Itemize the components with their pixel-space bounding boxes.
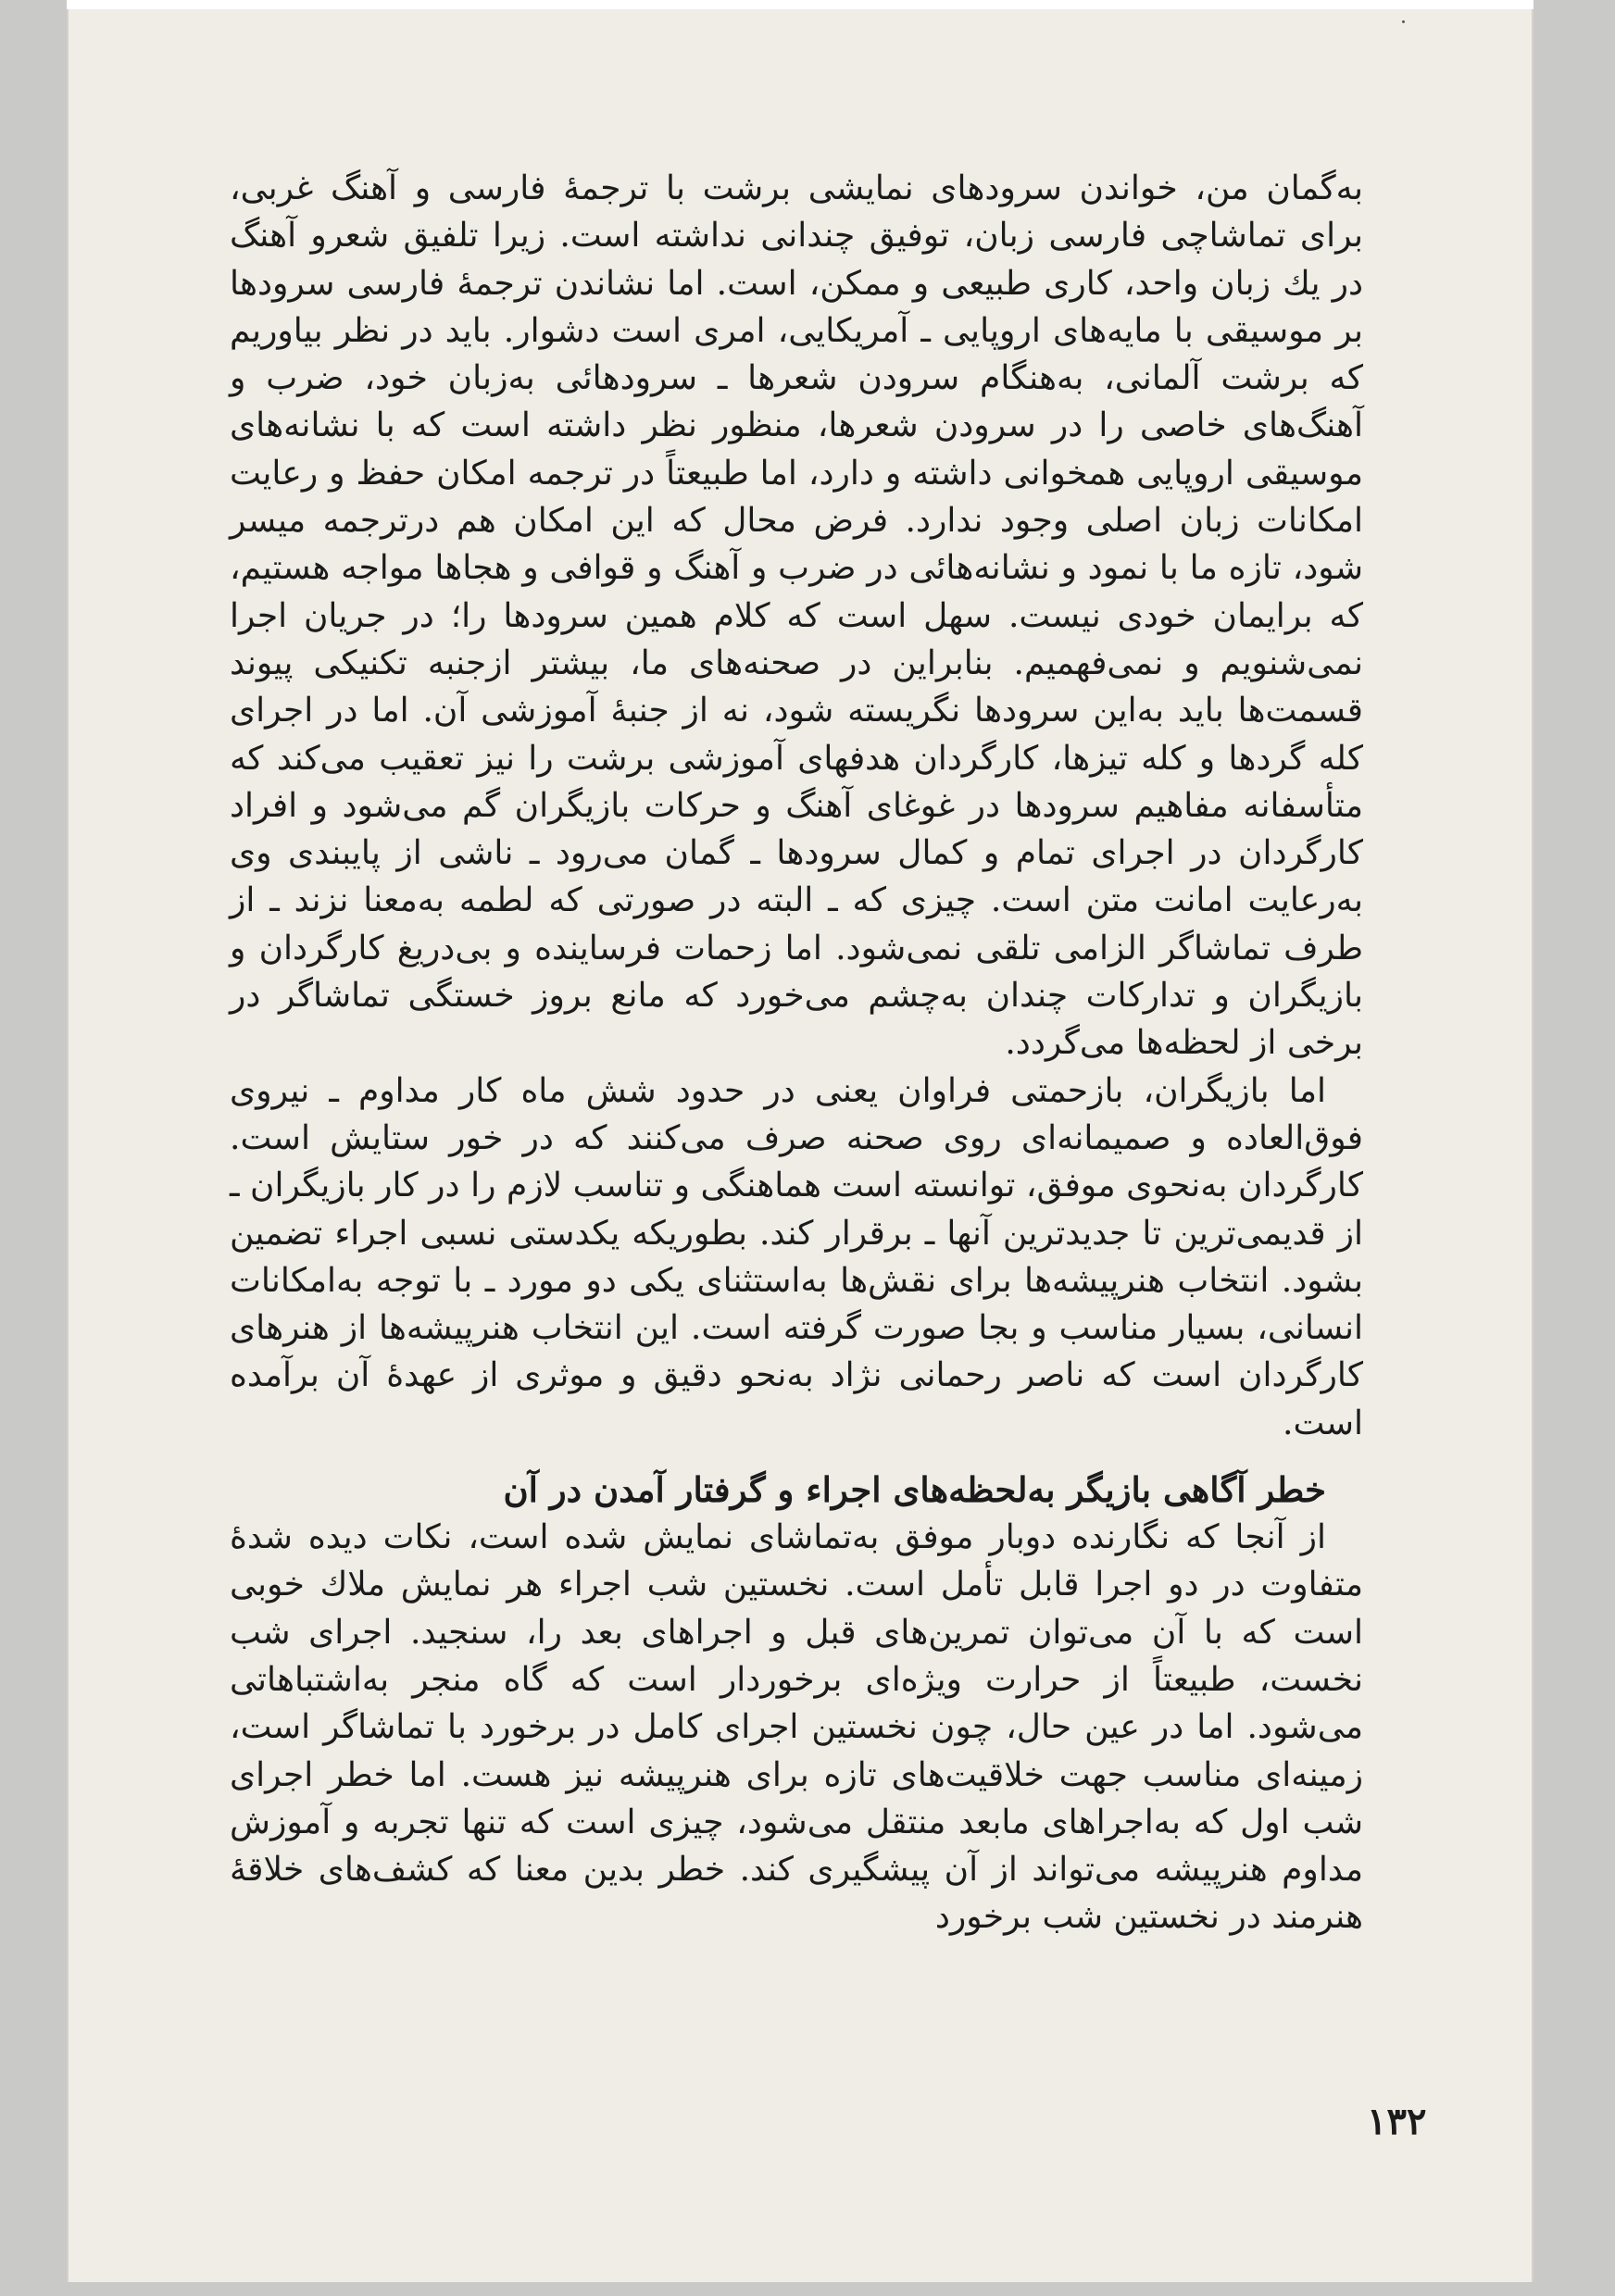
page-number: ۱۳۲: [1367, 2100, 1427, 2143]
paragraph-1: به‌گمان من، خواندن سرودهای نمایشی برشت با ترجمهٔ فارسی و آهنگ غربی، برای تماشاچی فارسی زبان، توفیق چندانی نداشته است. زیرا تلفیق شعرو آهنگ در یك زبان واحد، کاری طبیعی و ممکن، است. اما نشاندن ترجمهٔ فارسی سرودها بر موسیقی با مایه‌های اروپایی ـ آمریکایی، امری است دشوار. باید در نظر بیاوریم که برشت آلمانی، به‌هنگام سرودن شعرها ـ سرودهائی به‌زبان خود، ضرب و آهنگ‌های خاصی را در سرودن شعرها، منظور نظر داشته است که با نشانه‌های موسیقی اروپایی همخوانی داشته و دارد، اما طبیعتاً در ترجمه امکان حفظ و رعایت امکانات زبان اصلی وجود ندارد. فرض محال که این امکان هم درترجمه میسر شود، تازه ما با نمود و نشانه‌هائی در ضرب و آهنگ و قوافی و هجاها مواجه هستیم، که برایمان خودی نیست. سهل است که کلام همین سرودها را؛ در جریان اجرا نمی‌شنویم و نمی‌فهمیم. بنابراین در صحنه‌های ما، بیشتر ازجنبه تکنیکی پیوند قسمت‌ها باید به‌این سرودها نگریسته شود، نه از جنبهٔ آموزشی آن. اما در اجرای کله گردها و کله تیزها، کارگردان هدفهای آموزشی برشت را نیز تعقیب می‌کند که متأسفانه مفاهیم سرودها در غوغای آهنگ و حرکات بازیگران گم می‌شود و افراد کارگردان در اجرای تمام و کمال سرودها ـ گمان می‌رود ـ ناشی از پایبندی وی به‌رعایت امانت متن است. چیزی که ـ البته در صورتی که لطمه به‌معنا نزند ـ از طرف تماشاگر الزامی تلقی نمی‌شود. اما زحمات فرساینده و بی‌دریغ کارگردان و بازیگران و تدارکات چندان به‌چشم می‌خورد که مانع بروز خستگی تماشاگر در برخی از لحظه‌ها می‌گردد.: [230, 169, 1364, 1063]
page-body: [230, 165, 1363, 1941]
paper-speck: [1402, 20, 1405, 23]
paragraph-2: اما بازیگران، بازحمتی فراوان یعنی در حدود شش ماه کار مداوم ـ نیروی فوق‌العاده و صمیمانه‌ای روی صحنه صرف می‌کنند که در خور ستایش است. کارگردان به‌نحوی موفق، توانسته است هماهنگی و تناسب لازم را در کار بازیگران ـ از قدیمی‌ترین تا جدیدترین آنها ـ برقرار کند. بطوریکه یکدستی نسبی اجراء تضمین بشود. انتخاب هنرپیشه‌ها برای نقش‌ها به‌استثنای یکی دو مورد ـ با توجه به‌امکانات انسانی، بسیار مناسب و بجا صورت گرفته است. این انتخاب هنرپیشه‌ها از هنرهای کارگردان است که ناصر رحمانی نژاد به‌نحو دقیق و موثری از عهدهٔ آن برآمده است.: [230, 1071, 1363, 1442]
paragraph-3: از آنجا که نگارنده دوبار موفق به‌تماشای نمایش شده است، نکات دیده شدهٔ متفاوت در دو اجرا قابل تأمل است. نخستین شب اجراء هر نمایش ملاك خوبی است که با آن می‌توان تمرین‌های قبل و اجراهای بعد را، سنجید. اجرای شب نخست، طبیعتاً از حرارت ویژه‌ای برخوردار است که گاه منجر به‌اشتباهاتی می‌شود. اما در عین حال، چون نخستین اجرای کامل در برخورد با تماشاگر است، زمینه‌ای مناسب جهت خلاقیت‌های تازه برای هنرپیشه نیز هست. اما خطر اجرای شب اول که به‌اجراهای مابعد منتقل می‌شود، چیزی است که تنها تجربه و آموزش مداوم هنرپیشه می‌تواند از آن پیشگیری کند. خطر بدین معنا که کشف‌های خلاقهٔ هنرمند در نخستین شب برخورد: [230, 1518, 1364, 1937]
section-heading: خطر آگاهی بازیگر به‌لحظه‌های اجراء و گرفتار آمدن در آن: [503, 1469, 1326, 1511]
